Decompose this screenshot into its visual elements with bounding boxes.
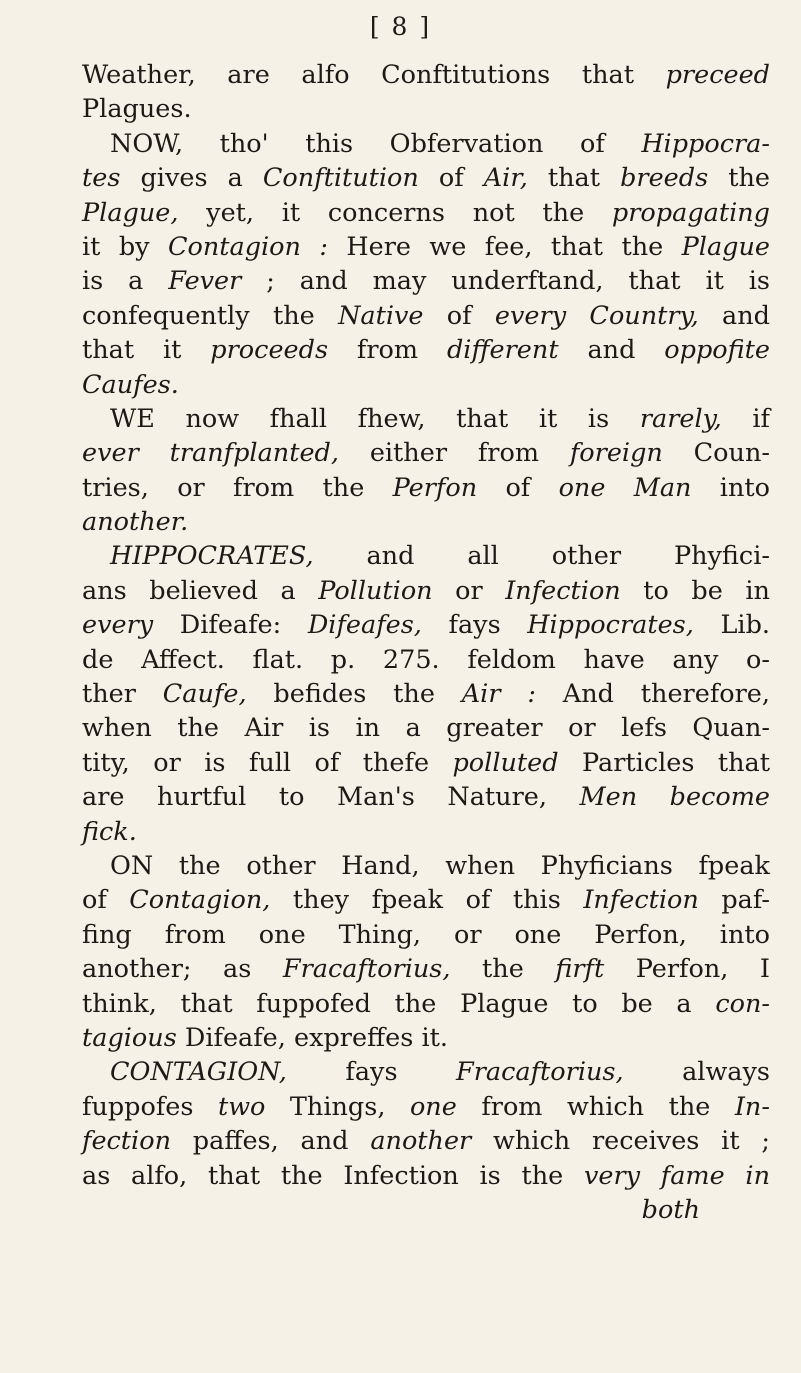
italic-text: Fracaftorius,	[456, 1057, 624, 1088]
italic-text: proceeds	[210, 335, 329, 366]
text-span: de Affect. flat. p. 275. feldom have any o-	[82, 644, 770, 675]
text-span: ans believed a	[82, 575, 319, 606]
italic-text: different	[446, 335, 559, 366]
text-line	[82, 987, 770, 1021]
text-line	[82, 918, 770, 952]
text-span: Difeafe:	[153, 610, 308, 641]
text-span: it by	[82, 231, 168, 262]
text-span: And therefore,	[535, 679, 770, 710]
text-span: and all other Phyfici-	[313, 541, 770, 572]
text-line	[82, 1090, 770, 1124]
italic-text: rarely,	[639, 403, 722, 434]
italic-text: Fever	[168, 266, 242, 297]
italic-text: Fracaftorius,	[282, 954, 451, 985]
text-span: Particles that	[558, 747, 770, 778]
text-line	[82, 1124, 770, 1158]
italic-text: fick.	[82, 816, 137, 847]
text-line	[82, 677, 770, 711]
italic-text: Native	[338, 300, 424, 331]
text-span: Coun-	[662, 438, 770, 469]
text-line	[82, 539, 770, 573]
text-line	[82, 746, 770, 780]
text-line	[82, 92, 770, 126]
text-span: fing from one Thing, or one Perfon, into	[82, 919, 770, 950]
text-span: of	[82, 885, 130, 916]
text-span: of	[418, 163, 484, 194]
text-span: fuppofes	[82, 1091, 218, 1122]
text-span: that	[527, 163, 621, 194]
text-span: think, that fuppofed the Plague to be a	[82, 988, 716, 1019]
text-span: when the Air is in a greater or lefs Quan-	[82, 713, 770, 744]
italic-text: Plague,	[82, 197, 179, 228]
italic-text: Pollution	[318, 575, 433, 606]
text-span: ; and may underftand, that it is	[241, 266, 770, 297]
text-line	[82, 196, 770, 230]
italic-text: HIPPOCRATES,	[110, 541, 314, 572]
italic-text: another.	[82, 507, 189, 538]
italic-text: oppofite	[664, 335, 770, 366]
text-line	[82, 333, 770, 367]
italic-text: Air :	[461, 679, 536, 710]
text-span: tity, or is full of thefe	[82, 747, 453, 778]
text-span: the	[708, 163, 770, 194]
italic-text: one Man	[558, 472, 692, 503]
italic-text: two	[217, 1091, 266, 1122]
page-number: [ 8 ]	[369, 12, 432, 41]
italic-text: every	[82, 610, 154, 641]
italic-text: Hippocrates,	[527, 610, 694, 641]
text-line	[82, 264, 770, 298]
text-line	[82, 471, 770, 505]
text-span: yet, it concerns not the	[178, 197, 612, 228]
text-line	[82, 952, 770, 986]
text-line	[82, 643, 770, 677]
text-span: Perfon, I	[604, 954, 770, 985]
text-line	[82, 230, 770, 264]
text-line	[82, 402, 770, 436]
text-span: from which the	[456, 1091, 735, 1122]
text-line	[82, 1159, 770, 1193]
text-span: befides the	[246, 679, 462, 710]
italic-text: fection	[82, 1126, 171, 1157]
text-line	[82, 815, 770, 849]
italic-text: Contagion :	[167, 231, 328, 262]
text-span: gives a	[120, 163, 263, 194]
text-line	[82, 1055, 770, 1089]
text-span: from	[328, 335, 447, 366]
italic-text: Caufes.	[82, 369, 179, 400]
italic-text: Hippocra-	[641, 128, 770, 159]
text-span: paffes, and	[171, 1126, 371, 1157]
text-span: NOW, tho' this Obfervation of	[110, 128, 642, 159]
text-line	[82, 1021, 770, 1055]
text-span: Lib.	[693, 610, 770, 641]
italic-text: In-	[734, 1091, 770, 1122]
text-span: ther	[82, 679, 163, 710]
italic-text: Difeafes,	[307, 610, 422, 641]
italic-text: every Country,	[494, 300, 699, 331]
text-line	[82, 608, 770, 642]
italic-text: Men become	[579, 782, 770, 813]
text-span: confequently the	[82, 300, 339, 331]
italic-text: another	[370, 1126, 472, 1157]
text-span: of	[423, 300, 495, 331]
text-span: Plagues.	[82, 94, 192, 125]
text-span: or	[432, 575, 506, 606]
text-line	[82, 780, 770, 814]
text-span: fays	[421, 610, 528, 641]
text-span: and	[558, 335, 665, 366]
text-span: if	[721, 403, 770, 434]
italic-text: tagious	[82, 1022, 177, 1053]
text-line	[82, 883, 770, 917]
text-line	[82, 161, 770, 195]
text-span: which receives it ;	[471, 1126, 770, 1157]
text-span: to be in	[620, 575, 770, 606]
italic-text: ever tranfplanted,	[82, 438, 339, 469]
italic-text: polluted	[452, 747, 559, 778]
italic-text: con-	[715, 988, 770, 1019]
text-span: Weather, are alfo Conftitutions that	[82, 60, 666, 90]
text-span: of	[477, 472, 559, 503]
text-span: into	[691, 472, 770, 503]
text-line	[82, 711, 770, 745]
text-line	[82, 505, 770, 539]
italic-text: Air,	[483, 163, 528, 194]
text-line	[82, 368, 770, 402]
text-span: are hurtful to Man's Nature,	[82, 782, 580, 813]
text-line	[82, 58, 770, 92]
italic-text: Infection	[505, 575, 621, 606]
text-span: as alfo, that the Infection is the	[82, 1160, 584, 1191]
text-span: always	[623, 1057, 770, 1088]
italic-text: breeds	[620, 163, 709, 194]
text-span: Things,	[265, 1091, 410, 1122]
italic-text: Infection	[583, 885, 699, 916]
italic-text: tes	[82, 163, 121, 194]
italic-text: very fame in	[583, 1160, 770, 1191]
italic-text: propagating	[611, 197, 770, 228]
text-span: either from	[338, 438, 570, 469]
text-span: WE now fhall fhew, that it is	[110, 403, 640, 434]
italic-text: Caufe,	[162, 679, 247, 710]
italic-text: foreign	[569, 438, 663, 469]
text-line	[82, 299, 770, 333]
italic-text: Conftitution	[262, 163, 419, 194]
text-span: and	[698, 300, 770, 331]
text-span: fays	[286, 1057, 457, 1088]
italic-text: one	[409, 1091, 457, 1122]
italic-text: firft	[555, 954, 605, 985]
text-span: they fpeak of this	[270, 885, 584, 916]
text-span: another; as	[82, 954, 283, 985]
text-span: paf-	[698, 885, 770, 916]
text-line	[82, 574, 770, 608]
text-span: tries, or from the	[82, 472, 393, 503]
text-line	[82, 1193, 770, 1227]
body-text	[82, 58, 770, 1227]
text-span: that it	[82, 335, 211, 366]
text-span: Difeafe, expreffes it.	[176, 1022, 448, 1053]
italic-text: Perfon	[392, 472, 478, 503]
italic-text: CONTAGION,	[110, 1057, 287, 1088]
italic-text: preceed	[665, 60, 770, 90]
italic-text: both	[641, 1194, 700, 1225]
italic-text: Contagion,	[129, 885, 271, 916]
text-line	[82, 436, 770, 470]
italic-text: Plague	[681, 231, 770, 262]
text-span: Here we fee, that the	[327, 231, 682, 262]
text-span: ON the other Hand, when Phyficians fpeak	[110, 850, 770, 881]
text-line	[82, 849, 770, 883]
text-line	[82, 127, 770, 161]
text-span: is a	[82, 266, 169, 297]
text-span: the	[450, 954, 556, 985]
